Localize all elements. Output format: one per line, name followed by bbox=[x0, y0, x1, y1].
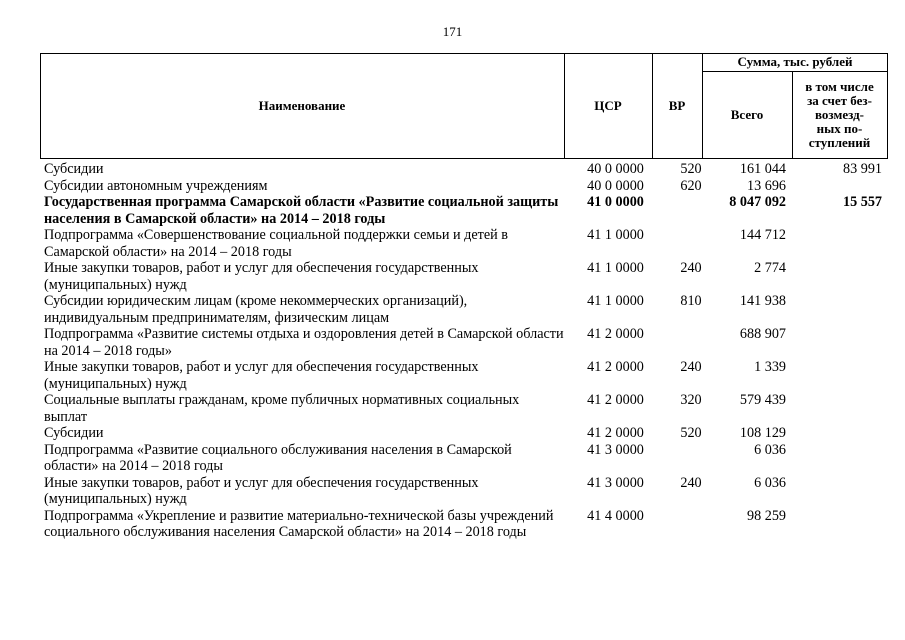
table-body bbox=[40, 161, 888, 541]
row-csr: 41 3 0000 bbox=[587, 441, 644, 458]
row-vr: 810 bbox=[680, 293, 702, 309]
row-total: 108 129 bbox=[739, 425, 786, 441]
row-total: 2 774 bbox=[754, 260, 786, 276]
row-csr: 41 1 0000 bbox=[587, 293, 644, 309]
row-vr: 320 bbox=[680, 392, 702, 408]
header-csr: ЦСР bbox=[594, 98, 622, 113]
row-vr: 240 bbox=[680, 359, 702, 375]
row-total: 6 036 bbox=[754, 474, 786, 491]
row-total: 98 259 bbox=[746, 507, 786, 524]
row-csr: 41 3 0000 bbox=[587, 474, 644, 491]
row-name: Иные закупки товаров, работ и услуг для обеспечения государственных (муниципальных) нужд bbox=[44, 260, 479, 293]
row-csr: 40 0 0000 bbox=[587, 161, 644, 177]
header-gratis: в том числе за счет без- возмезд- ных по- ступлений bbox=[805, 79, 874, 150]
row-total: 8 047 092 bbox=[729, 194, 786, 210]
table-row bbox=[40, 260, 888, 293]
row-total: 13 696 bbox=[746, 177, 786, 194]
row-csr: 41 2 0000 bbox=[587, 359, 644, 375]
row-gratis: 83 991 bbox=[842, 161, 882, 177]
row-name: Подпрограмма «Развитие системы отдыха и оздоровления детей в Самарской области на 2014 – 2018 годы» bbox=[44, 326, 564, 359]
table-row bbox=[40, 178, 888, 195]
table-row bbox=[40, 326, 888, 359]
row-name: Субсидии bbox=[44, 425, 104, 441]
header-vr: ВР bbox=[668, 98, 686, 113]
header-sum: Сумма, тыс. рублей bbox=[737, 54, 853, 69]
table-row bbox=[40, 508, 888, 541]
row-name: Субсидии юридическим лицам (кроме некоммерческих организаций), индивидуальным предпринимателям, физическим лицам bbox=[44, 293, 468, 326]
row-csr: 40 0 0000 bbox=[587, 177, 644, 194]
row-total: 144 712 bbox=[739, 227, 786, 243]
row-csr: 41 1 0000 bbox=[587, 260, 644, 276]
row-csr: 41 2 0000 bbox=[587, 392, 644, 408]
row-name: Иные закупки товаров, работ и услуг для обеспечения государственных (муниципальных) нужд bbox=[44, 474, 479, 507]
table-row bbox=[40, 392, 888, 425]
row-name: Субсидии автономным учреждениям bbox=[44, 177, 268, 194]
row-name: Социальные выплаты гражданам, кроме публичных нормативных социальных выплат bbox=[44, 392, 520, 425]
row-csr: 41 2 0000 bbox=[587, 326, 644, 342]
row-name: Подпрограмма «Совершенствование социальной поддержки семьи и детей в Самарской области» на 2014 – 2018 годы bbox=[44, 227, 509, 260]
row-vr: 240 bbox=[680, 474, 702, 491]
table-row bbox=[40, 475, 888, 508]
row-total: 1 339 bbox=[754, 359, 786, 375]
table-row bbox=[40, 227, 888, 260]
table-header bbox=[40, 53, 888, 159]
row-name: Иные закупки товаров, работ и услуг для обеспечения государственных (муниципальных) нужд bbox=[44, 359, 479, 392]
table-row bbox=[40, 359, 888, 392]
row-csr: 41 0 0000 bbox=[587, 194, 644, 210]
row-total: 688 907 bbox=[739, 326, 786, 342]
row-total: 6 036 bbox=[754, 441, 786, 458]
table-row bbox=[40, 425, 888, 442]
row-csr: 41 1 0000 bbox=[587, 227, 644, 243]
table-row bbox=[40, 442, 888, 475]
row-gratis: 15 557 bbox=[842, 194, 882, 210]
row-name: Подпрограмма «Развитие социального обслуживания населения в Самарской области» на 2014 – 2018 годы bbox=[44, 441, 512, 474]
table-row bbox=[40, 194, 888, 227]
row-total: 161 044 bbox=[739, 161, 786, 177]
header-name: Наименование bbox=[258, 98, 346, 113]
row-name: Субсидии bbox=[44, 161, 104, 177]
table-row bbox=[40, 293, 888, 326]
row-csr: 41 2 0000 bbox=[587, 425, 644, 441]
row-name: Государственная программа Самарской области «Развитие социальной защиты населения в Самарской области» на 2014 – 2018 годы bbox=[44, 194, 559, 227]
row-csr: 41 4 0000 bbox=[587, 507, 644, 524]
table-row bbox=[40, 161, 888, 178]
row-vr: 620 bbox=[680, 177, 702, 194]
row-total: 141 938 bbox=[739, 293, 786, 309]
row-name: Подпрограмма «Укрепление и развитие материально-технической базы учреждений социального обслуживания населения Самарской области» на 2014 – 2018 годы bbox=[44, 507, 554, 540]
header-total: Всего bbox=[730, 107, 764, 122]
row-total: 579 439 bbox=[739, 392, 786, 408]
row-vr: 240 bbox=[680, 260, 702, 276]
row-vr: 520 bbox=[680, 425, 702, 441]
page-number: 171 bbox=[442, 24, 463, 39]
row-vr: 520 bbox=[680, 161, 702, 177]
